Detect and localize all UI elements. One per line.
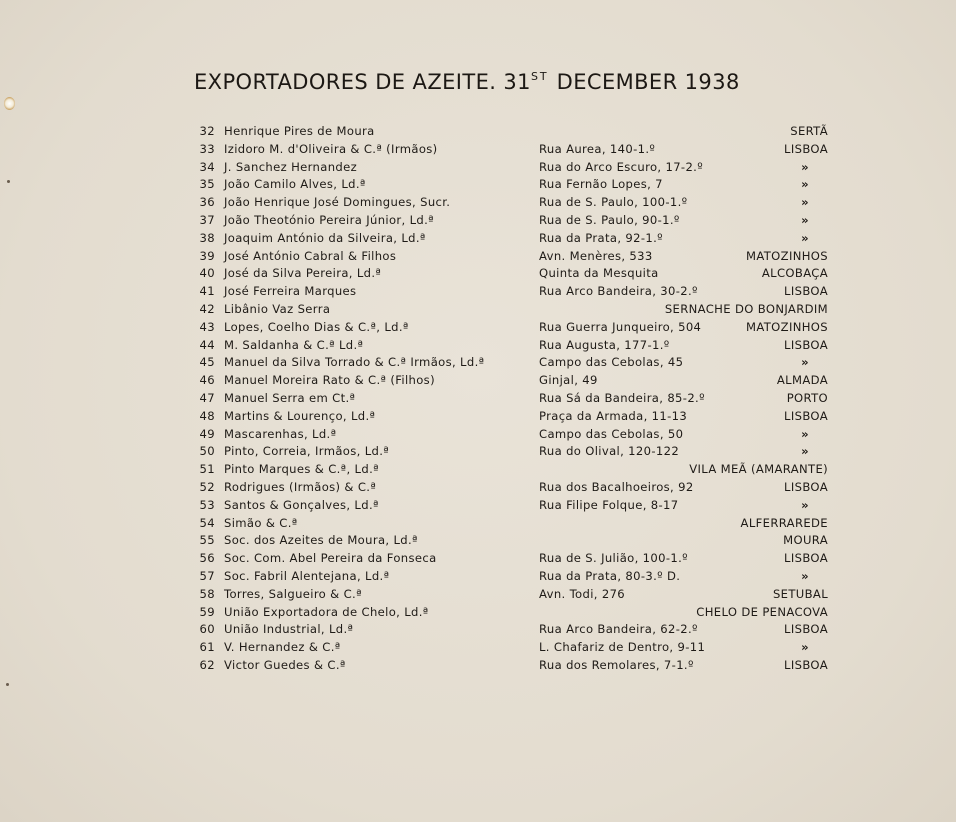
company-name: José Ferreira Marques bbox=[224, 284, 357, 299]
ditto-mark: » bbox=[801, 640, 809, 655]
list-item bbox=[0, 568, 956, 586]
page-title bbox=[194, 70, 740, 94]
list-item bbox=[0, 604, 956, 622]
list-item bbox=[0, 461, 956, 479]
entry-number: 33 bbox=[199, 141, 215, 156]
ditto-mark: » bbox=[801, 355, 809, 370]
entry-number: 62 bbox=[199, 657, 215, 672]
entry-number: 38 bbox=[199, 230, 215, 245]
street-address: Rua Guerra Junqueiro, 504 bbox=[539, 319, 702, 334]
entry-number: 54 bbox=[199, 515, 215, 530]
list-item bbox=[0, 515, 956, 533]
entry-number: 46 bbox=[199, 373, 215, 388]
ditto-mark: » bbox=[801, 426, 809, 441]
company-name: Santos & Gonçalves, Ld.ª bbox=[224, 497, 379, 512]
list-item bbox=[0, 621, 956, 639]
street-address: Rua Arco Bandeira, 62-2.º bbox=[539, 622, 698, 637]
list-item bbox=[0, 194, 956, 212]
city-name: MATOZINHOS bbox=[746, 319, 828, 334]
company-name: João Theotónio Pereira Júnior, Ld.ª bbox=[224, 212, 434, 227]
city-name: LISBOA bbox=[784, 657, 828, 672]
street-address: Rua Aurea, 140-1.º bbox=[539, 141, 656, 156]
list-item bbox=[0, 532, 956, 550]
entry-number: 36 bbox=[199, 195, 215, 210]
list-item bbox=[0, 123, 956, 141]
company-name: Soc. Com. Abel Pereira da Fonseca bbox=[224, 551, 437, 566]
entry-number: 34 bbox=[199, 159, 215, 174]
street-address: Avn. Menères, 533 bbox=[539, 248, 653, 263]
city-name: SERNACHE DO BONJARDIM bbox=[664, 301, 828, 316]
entry-number: 58 bbox=[199, 586, 215, 601]
company-name: Soc. dos Azeites de Moura, Ld.ª bbox=[224, 533, 418, 548]
ditto-mark: » bbox=[801, 230, 809, 245]
street-address: Rua do Olival, 120-122 bbox=[539, 444, 680, 459]
list-item bbox=[0, 230, 956, 248]
street-address: Campo das Cebolas, 45 bbox=[539, 355, 684, 370]
title-superscript: ST bbox=[530, 70, 549, 83]
list-item bbox=[0, 479, 956, 497]
company-name: J. Sanchez Hernandez bbox=[224, 159, 358, 174]
street-address: L. Chafariz de Dentro, 9-11 bbox=[539, 640, 706, 655]
company-name: Manuel Serra em Ct.ª bbox=[224, 390, 356, 405]
company-name: Mascarenhas, Ld.ª bbox=[224, 426, 337, 441]
ditto-mark: » bbox=[801, 568, 809, 583]
list-item bbox=[0, 372, 956, 390]
street-address: Rua Augusta, 177-1.º bbox=[539, 337, 670, 352]
company-name: Rodrigues (Irmãos) & C.ª bbox=[224, 479, 377, 494]
street-address: Avn. Todi, 276 bbox=[539, 586, 626, 601]
list-item bbox=[0, 283, 956, 301]
company-name: Libânio Vaz Serra bbox=[224, 301, 331, 316]
company-name: União Exportadora de Chelo, Ld.ª bbox=[224, 604, 429, 619]
entry-number: 49 bbox=[199, 426, 215, 441]
city-name: LISBOA bbox=[784, 408, 828, 423]
city-name: LISBOA bbox=[784, 551, 828, 566]
entry-number: 56 bbox=[199, 551, 215, 566]
title-date: DECEMBER 1938 bbox=[556, 70, 740, 94]
street-address: Rua da Prata, 92-1.º bbox=[539, 230, 663, 245]
entry-number: 48 bbox=[199, 408, 215, 423]
list-item bbox=[0, 176, 956, 194]
list-item bbox=[0, 301, 956, 319]
company-name: Soc. Fabril Alentejana, Ld.ª bbox=[224, 568, 390, 583]
list-item bbox=[0, 426, 956, 444]
company-name: Henrique Pires de Moura bbox=[224, 124, 375, 138]
entry-number: 40 bbox=[199, 266, 215, 281]
company-name: João Camilo Alves, Ld.ª bbox=[224, 177, 366, 192]
street-address: Praça da Armada, 11-13 bbox=[539, 408, 688, 423]
ditto-mark: » bbox=[801, 497, 809, 512]
entry-number: 59 bbox=[199, 604, 215, 619]
city-name: CHELO DE PENACOVA bbox=[696, 604, 828, 619]
city-name: ALFERRAREDE bbox=[740, 515, 828, 530]
paper-speck bbox=[6, 683, 9, 686]
city-name: ALMADA bbox=[776, 373, 828, 388]
entry-number: 37 bbox=[199, 212, 215, 227]
street-address: Campo das Cebolas, 50 bbox=[539, 426, 684, 441]
city-name: LISBOA bbox=[784, 141, 828, 156]
company-name: Pinto, Correia, Irmãos, Ld.ª bbox=[224, 444, 390, 459]
street-address: Rua Arco Bandeira, 30-2.º bbox=[539, 284, 698, 299]
street-address: Ginjal, 49 bbox=[539, 373, 598, 388]
list-item bbox=[0, 657, 956, 675]
street-address: Rua Filipe Folque, 8-17 bbox=[539, 497, 679, 512]
entry-number: 51 bbox=[199, 462, 215, 477]
ditto-mark: » bbox=[801, 212, 809, 227]
company-name: Izidoro M. d'Oliveira & C.ª (Irmãos) bbox=[224, 141, 438, 156]
entry-number: 50 bbox=[199, 444, 215, 459]
entry-number: 41 bbox=[199, 284, 215, 299]
entry-number: 52 bbox=[199, 479, 215, 494]
city-name: LISBOA bbox=[784, 337, 828, 352]
exporter-list bbox=[0, 123, 956, 675]
list-item bbox=[0, 319, 956, 337]
city-name: MATOZINHOS bbox=[746, 248, 828, 263]
entry-number: 35 bbox=[199, 177, 215, 192]
entry-number: 32 bbox=[199, 124, 215, 138]
company-name: José António Cabral & Filhos bbox=[224, 248, 397, 263]
company-name: João Henrique José Domingues, Sucr. bbox=[224, 195, 451, 210]
company-name: M. Saldanha & C.ª Ld.ª bbox=[224, 337, 364, 352]
city-name: MOURA bbox=[783, 533, 828, 548]
street-address: Rua de S. Julião, 100-1.º bbox=[539, 551, 688, 566]
list-item bbox=[0, 212, 956, 230]
list-item bbox=[0, 265, 956, 283]
city-name: LISBOA bbox=[784, 479, 828, 494]
street-address: Quinta da Mesquita bbox=[539, 266, 659, 281]
company-name: Torres, Salgueiro & C.ª bbox=[224, 586, 362, 601]
entry-number: 43 bbox=[199, 319, 215, 334]
list-item bbox=[0, 248, 956, 266]
entry-number: 61 bbox=[199, 640, 215, 655]
city-name: LISBOA bbox=[784, 622, 828, 637]
entry-number: 55 bbox=[199, 533, 215, 548]
street-address: Rua dos Remolares, 7-1.º bbox=[539, 657, 694, 672]
list-item bbox=[0, 550, 956, 568]
street-address: Rua Fernão Lopes, 7 bbox=[539, 177, 663, 192]
entry-number: 47 bbox=[199, 390, 215, 405]
city-name: SETUBAL bbox=[772, 586, 828, 601]
city-name: LISBOA bbox=[784, 284, 828, 299]
list-item bbox=[0, 443, 956, 461]
ditto-mark: » bbox=[801, 159, 809, 174]
company-name: Pinto Marques & C.ª, Ld.ª bbox=[224, 462, 379, 477]
entry-number: 60 bbox=[199, 622, 215, 637]
company-name: José da Silva Pereira, Ld.ª bbox=[224, 266, 382, 281]
list-item bbox=[0, 354, 956, 372]
list-item bbox=[0, 337, 956, 355]
entry-number: 44 bbox=[199, 337, 215, 352]
entry-number: 42 bbox=[199, 301, 215, 316]
entry-number: 45 bbox=[199, 355, 215, 370]
punch-hole bbox=[4, 97, 15, 110]
list-item bbox=[0, 408, 956, 426]
company-name: União Industrial, Ld.ª bbox=[224, 622, 354, 637]
street-address: Rua Sá da Bandeira, 85-2.º bbox=[539, 390, 705, 405]
company-name: Victor Guedes & C.ª bbox=[224, 657, 346, 672]
city-name: PORTO bbox=[786, 390, 828, 405]
company-name: Lopes, Coelho Dias & C.ª, Ld.ª bbox=[224, 319, 409, 334]
title-main: EXPORTADORES DE AZEITE. 31 bbox=[194, 70, 531, 94]
city-name: ALCOBAÇA bbox=[761, 266, 828, 281]
street-address: Rua de S. Paulo, 100-1.º bbox=[539, 195, 688, 210]
list-item bbox=[0, 141, 956, 159]
city-name: SERTÃ bbox=[790, 124, 828, 138]
list-item bbox=[0, 159, 956, 177]
list-item bbox=[0, 390, 956, 408]
entry-number: 53 bbox=[199, 497, 215, 512]
street-address: Rua do Arco Escuro, 17-2.º bbox=[539, 159, 704, 174]
city-name: VILA MEÃ (AMARANTE) bbox=[689, 462, 828, 477]
company-name: Manuel da Silva Torrado & C.ª Irmãos, Ld.ª bbox=[224, 355, 485, 370]
company-name: Manuel Moreira Rato & C.ª (Filhos) bbox=[224, 373, 435, 388]
entry-number: 39 bbox=[199, 248, 215, 263]
ditto-mark: » bbox=[801, 177, 809, 192]
street-address: Rua da Prata, 80-3.º D. bbox=[539, 568, 681, 583]
list-item bbox=[0, 639, 956, 657]
company-name: Martins & Lourenço, Ld.ª bbox=[224, 408, 376, 423]
company-name: Joaquim António da Silveira, Ld.ª bbox=[224, 230, 426, 245]
ditto-mark: » bbox=[801, 195, 809, 210]
street-address: Rua dos Bacalhoeiros, 92 bbox=[539, 479, 694, 494]
company-name: Simão & C.ª bbox=[224, 515, 298, 530]
company-name: V. Hernandez & C.ª bbox=[224, 640, 341, 655]
list-item bbox=[0, 497, 956, 515]
list-item bbox=[0, 586, 956, 604]
street-address: Rua de S. Paulo, 90-1.º bbox=[539, 212, 680, 227]
ditto-mark: » bbox=[801, 444, 809, 459]
entry-number: 57 bbox=[199, 568, 215, 583]
